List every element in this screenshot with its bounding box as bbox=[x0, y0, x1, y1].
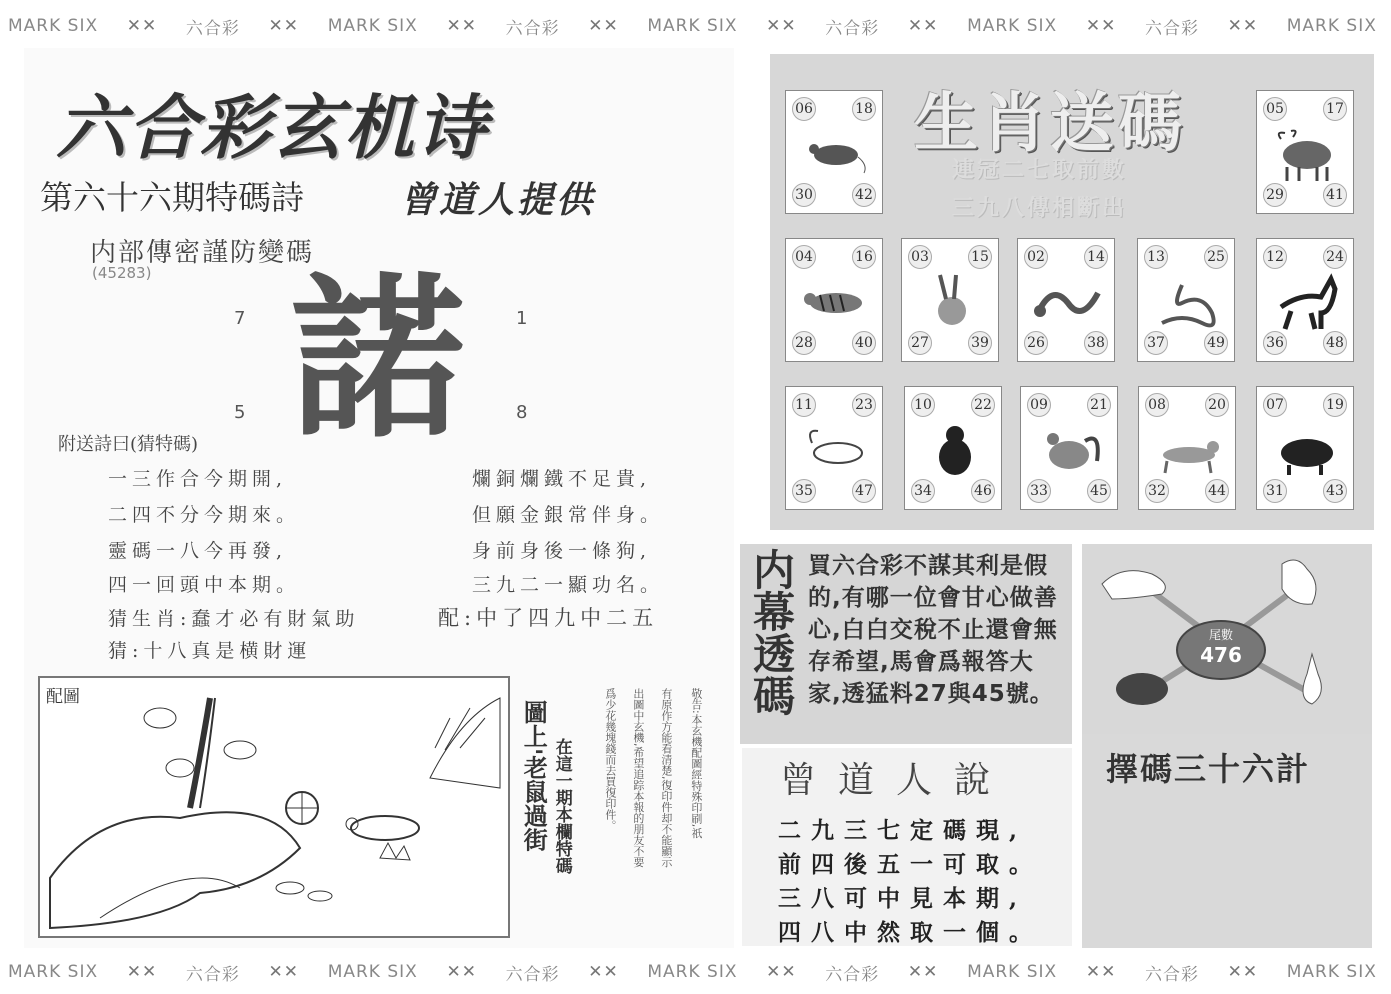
rabbit-icon bbox=[916, 273, 988, 331]
zodiac-number: 16 bbox=[852, 245, 876, 269]
zodiac-number: 18 bbox=[852, 97, 876, 121]
picture-caption: 圖上'老鼠過街 bbox=[519, 700, 548, 852]
zodiac-subtitle bbox=[952, 152, 1127, 228]
banner-segment: 六合彩 bbox=[185, 964, 240, 985]
zodiac-number: 48 bbox=[1323, 331, 1347, 355]
top-banner: MARK SIX ✕✕ 六合彩 ✕✕ MARK SIX ✕✕ 六合彩 ✕✕ MARK SIX ✕✕ 六合彩 ✕✕ MARK SIX ✕✕ 六合彩 ✕✕ MARK SIX bbox=[0, 4, 1391, 48]
picture-caption-2: 在這一期本欄特碼 bbox=[551, 738, 572, 874]
tdr-line: 前四後五一可取。 bbox=[778, 851, 1042, 878]
banner-segment: MARK SIX bbox=[327, 16, 418, 36]
guess-line: 猜:十八真是横財運 bbox=[108, 640, 312, 662]
poem-line: 二四不分今期來。 bbox=[108, 504, 301, 526]
zodiac-number: 07 bbox=[1263, 393, 1287, 417]
zodiac-number: 12 bbox=[1263, 245, 1287, 269]
poem-line: 三九二一顯功名。 bbox=[472, 574, 665, 596]
zodiac-number: 30 bbox=[792, 183, 816, 207]
zodiac-number: 11 bbox=[792, 393, 816, 417]
zodiac-number: 13 bbox=[1144, 245, 1168, 269]
tiger-icon bbox=[800, 273, 872, 331]
tdr-line: 二九三七定碼現, bbox=[778, 817, 1028, 844]
dog-icon bbox=[1153, 421, 1225, 479]
zodiac-number: 32 bbox=[1145, 479, 1169, 503]
notice-column: 爲少花幾塊錢而去買復印件。 bbox=[603, 688, 617, 831]
zodiac-number: 06 bbox=[792, 97, 816, 121]
zodiac-number: 41 bbox=[1323, 183, 1347, 207]
corner-number-tr: 1 bbox=[516, 308, 528, 329]
notice-column: 有原作方能看清楚,復印件却不能顯示 bbox=[659, 688, 673, 868]
banner-segment: MARK SIX bbox=[8, 962, 99, 982]
zodiac-number: 26 bbox=[1024, 331, 1048, 355]
horse-icon bbox=[1271, 273, 1343, 331]
corner-number-br: 8 bbox=[516, 402, 528, 423]
zodiac-card bbox=[785, 90, 883, 214]
zodiac-subtitle-line: 連冠二七取前數 bbox=[952, 158, 1128, 183]
zodiac-card bbox=[901, 238, 999, 362]
zodiac-number: 21 bbox=[1087, 393, 1111, 417]
poem-line: 靈碼一八今再發, bbox=[108, 540, 288, 562]
zodiac-card bbox=[904, 386, 1002, 510]
zodiac-number: 49 bbox=[1204, 331, 1228, 355]
zodiac-number: 34 bbox=[911, 479, 935, 503]
zodiac-card bbox=[1020, 386, 1118, 510]
zodiac-number: 46 bbox=[971, 479, 995, 503]
pig-icon bbox=[1271, 421, 1343, 479]
notice-column: 敬告:本玄機配圖經特殊印刷,祇 bbox=[689, 688, 703, 839]
zodiac-number: 40 bbox=[852, 331, 876, 355]
poem-line: 但願金銀常伴身。 bbox=[472, 504, 665, 526]
zodiac-number: 09 bbox=[1027, 393, 1051, 417]
zodiac-card bbox=[1256, 238, 1354, 362]
zodiac-number: 19 bbox=[1323, 393, 1347, 417]
banner-segment: 六合彩 bbox=[1144, 964, 1199, 985]
goat-icon bbox=[800, 421, 872, 479]
provider-label: 曾道人提供 bbox=[400, 180, 596, 221]
illustration-icon bbox=[40, 678, 508, 936]
banner-segment: 六合彩 bbox=[825, 964, 880, 985]
zodiac-number: 37 bbox=[1144, 331, 1168, 355]
banner-segment: 六合彩 bbox=[185, 18, 240, 39]
strategy-title: 擇碼三十六計 bbox=[1106, 750, 1311, 788]
zodiac-number: 35 bbox=[792, 479, 816, 503]
zodiac-number: 15 bbox=[968, 245, 992, 269]
illustration-frame bbox=[38, 676, 510, 938]
zodiac-number: 27 bbox=[908, 331, 932, 355]
page-title: 六合彩玄机诗 bbox=[56, 87, 488, 169]
zodiac-number: 33 bbox=[1027, 479, 1051, 503]
tail-label: 尾數 bbox=[1208, 628, 1233, 642]
rooster-icon bbox=[1035, 421, 1107, 479]
tdr-title: 曾道人說 bbox=[780, 760, 1013, 801]
zodiac-number: 25 bbox=[1204, 245, 1228, 269]
zodiac-number: 24 bbox=[1323, 245, 1347, 269]
guess-zodiac: 猜生肖:蠢才必有財氣助 bbox=[108, 608, 360, 630]
zodiac-card bbox=[1256, 90, 1354, 214]
banner-segment: MARK SIX bbox=[8, 16, 99, 36]
code-label: (45283) bbox=[92, 264, 152, 282]
snake-icon bbox=[1152, 273, 1224, 331]
issue-title: 第六十六期特碼詩 bbox=[40, 178, 304, 217]
notice-column: 出圖中玄機,希望追踪本報的朋友不要 bbox=[631, 688, 645, 868]
inner-text: 買六合彩不謀其利是假的,有哪一位會甘心做善心,白白交稅不止還會無存希望,馬會爲報答大家,透猛料27與45號。 bbox=[808, 553, 1058, 707]
banner-segment: 六合彩 bbox=[825, 18, 880, 39]
poem-heading: 附送詩曰(猜特碼) bbox=[58, 434, 199, 455]
bottom-banner: MARK SIX ✕✕ 六合彩 ✕✕ MARK SIX ✕✕ 六合彩 ✕✕ MARK SIX ✕✕ 六合彩 ✕✕ MARK SIX ✕✕ 六合彩 ✕✕ MARK SIX bbox=[0, 950, 1391, 994]
zodiac-title: 生肖送碼 bbox=[914, 87, 1186, 161]
zodiac-number: 04 bbox=[792, 245, 816, 269]
banner-segment: MARK SIX bbox=[647, 962, 738, 982]
tail-value: 476 bbox=[1200, 643, 1242, 667]
banner-segment: MARK SIX bbox=[647, 16, 738, 36]
zodiac-card bbox=[1256, 386, 1354, 510]
tail-number-badge bbox=[1176, 620, 1266, 680]
zodiac-number: 14 bbox=[1084, 245, 1108, 269]
poem-line: 爛銅爛鐵不足貴, bbox=[472, 468, 652, 490]
picture-label: 配圖 bbox=[46, 687, 80, 707]
zodiac-number: 28 bbox=[792, 331, 816, 355]
zodiac-number: 43 bbox=[1323, 479, 1347, 503]
zodiac-number: 02 bbox=[1024, 245, 1048, 269]
zodiac-number: 44 bbox=[1205, 479, 1229, 503]
zodiac-number: 38 bbox=[1084, 331, 1108, 355]
pair-line: 配:中了四九中二五 bbox=[438, 606, 659, 630]
banner-segment: MARK SIX bbox=[967, 962, 1058, 982]
zodiac-number: 20 bbox=[1205, 393, 1229, 417]
zodiac-number: 10 bbox=[911, 393, 935, 417]
banner-segment: MARK SIX bbox=[327, 962, 418, 982]
corner-number-tl: 7 bbox=[234, 308, 246, 329]
tdr-line: 三八可中見本期, bbox=[778, 885, 1028, 912]
poem-line: 身前身後一條狗, bbox=[472, 540, 652, 562]
zodiac-subtitle-line: 三九八傳相斷出 bbox=[952, 196, 1128, 221]
zodiac-card bbox=[1138, 386, 1236, 510]
big-character: 諾 bbox=[290, 257, 467, 462]
zodiac-number: 29 bbox=[1263, 183, 1287, 207]
zodiac-number: 17 bbox=[1323, 97, 1347, 121]
zodiac-number: 05 bbox=[1263, 97, 1287, 121]
zodiac-number: 08 bbox=[1145, 393, 1169, 417]
zodiac-card bbox=[785, 238, 883, 362]
poem-line: 一三作合今期開, bbox=[108, 468, 288, 490]
monkey-icon bbox=[919, 421, 991, 479]
rat-icon bbox=[800, 125, 872, 183]
ox-icon bbox=[1271, 125, 1343, 183]
zodiac-number: 39 bbox=[968, 331, 992, 355]
banner-segment: MARK SIX bbox=[1286, 962, 1377, 982]
zodiac-number: 36 bbox=[1263, 331, 1287, 355]
zodiac-card bbox=[785, 386, 883, 510]
zodiac-number: 03 bbox=[908, 245, 932, 269]
banner-segment: 六合彩 bbox=[505, 964, 560, 985]
banner-segment: MARK SIX bbox=[967, 16, 1058, 36]
dragon-icon bbox=[1032, 273, 1104, 331]
secret-label: 内部傳密謹防變碼 bbox=[90, 238, 315, 268]
zodiac-card bbox=[1137, 238, 1235, 362]
zodiac-number: 42 bbox=[852, 183, 876, 207]
zodiac-number: 22 bbox=[971, 393, 995, 417]
zodiac-number: 31 bbox=[1263, 479, 1287, 503]
tdr-line: 四八中然取一個。 bbox=[778, 919, 1042, 946]
corner-number-bl: 5 bbox=[234, 402, 246, 423]
zodiac-number: 45 bbox=[1087, 479, 1111, 503]
zodiac-number: 47 bbox=[852, 479, 876, 503]
inner-label: 内幕透碼 bbox=[747, 548, 796, 716]
zodiac-number: 23 bbox=[852, 393, 876, 417]
banner-segment: MARK SIX bbox=[1286, 16, 1377, 36]
poem-line: 四一回頭中本期。 bbox=[108, 574, 301, 596]
banner-segment: 六合彩 bbox=[505, 18, 560, 39]
banner-segment: 六合彩 bbox=[1144, 18, 1199, 39]
zodiac-card bbox=[1017, 238, 1115, 362]
